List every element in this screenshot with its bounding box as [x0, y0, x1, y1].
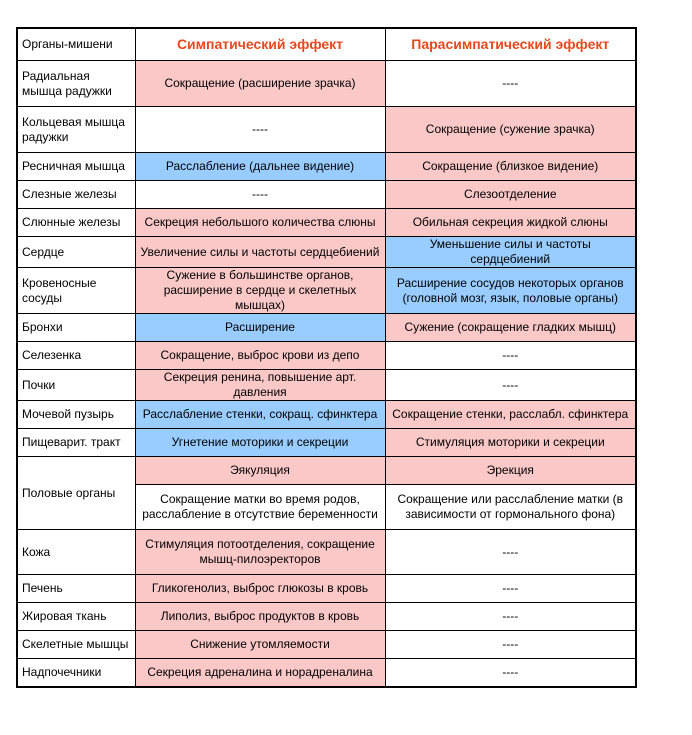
parasympathetic-cell: ---- [385, 659, 636, 687]
parasympathetic-cell: Уменьшение силы и частоты сердцебиений [385, 237, 636, 268]
sympathetic-cell: Стимуляция потоотделения, сокращение мышц-пилоэректоров [135, 530, 385, 575]
sympathetic-cell: ---- [135, 181, 385, 209]
parasympathetic-cell: Эрекция [385, 457, 636, 485]
header-sympathetic: Симпатический эффект [135, 28, 385, 61]
organ-cell: Селезенка [17, 342, 135, 370]
table-row [17, 61, 636, 107]
table-row [17, 237, 636, 268]
sympathetic-cell: Липолиз, выброс продуктов в кровь [135, 603, 385, 631]
parasympathetic-cell: Расширение сосудов некоторых органов (головной мозг, язык, половые органы) [385, 268, 636, 314]
table-row [17, 181, 636, 209]
sympathetic-cell: ---- [135, 107, 385, 153]
organ-cell: Сердце [17, 237, 135, 268]
table-row [17, 631, 636, 659]
organ-cell: Почки [17, 370, 135, 401]
parasympathetic-cell: Сокращение (сужение зрачка) [385, 107, 636, 153]
sympathetic-cell: Сужение в большинстве органов, расширение в сердце и скелетных мышцах) [135, 268, 385, 314]
organ-cell: Кольцевая мышца радужки [17, 107, 135, 153]
organ-cell: Мочевой пузырь [17, 401, 135, 429]
organ-cell: Надпочечники [17, 659, 135, 687]
sympathetic-cell: Расслабление стенки, сокращ. сфинктера [135, 401, 385, 429]
organ-cell: Половые органы [17, 457, 135, 530]
table-row [17, 575, 636, 603]
header-row [17, 28, 636, 61]
organ-cell: Радиальная мышца радужки [17, 61, 135, 107]
sympathetic-cell: Гликогенолиз, выброс глюкозы в кровь [135, 575, 385, 603]
parasympathetic-cell: ---- [385, 631, 636, 659]
parasympathetic-cell: ---- [385, 61, 636, 107]
sympathetic-cell: Сокращение (расширение зрачка) [135, 61, 385, 107]
table-row [17, 457, 636, 485]
parasympathetic-cell: Сокращение (близкое видение) [385, 153, 636, 181]
table-row [17, 659, 636, 687]
organ-cell: Кровеносные сосуды [17, 268, 135, 314]
table-row [17, 603, 636, 631]
sympathetic-cell: Расширение [135, 314, 385, 342]
table-row [17, 401, 636, 429]
header-organ: Органы-мишени [17, 28, 135, 61]
organ-cell: Слюнные железы [17, 209, 135, 237]
parasympathetic-cell: Слезоотделение [385, 181, 636, 209]
sympathetic-cell: Секреция адреналина и норадреналина [135, 659, 385, 687]
organ-cell: Бронхи [17, 314, 135, 342]
sympathetic-cell: Эякуляция [135, 457, 385, 485]
table-row [17, 370, 636, 401]
sympathetic-cell: Секреция небольшого количества слюны [135, 209, 385, 237]
sympathetic-cell: Сокращение матки во время родов, расслабление в отсутствие беременности [135, 485, 385, 530]
organ-cell: Жировая ткань [17, 603, 135, 631]
sympathetic-cell: Расслабление (дальнее видение) [135, 153, 385, 181]
table-row [17, 268, 636, 314]
organ-cell: Пищеварит. тракт [17, 429, 135, 457]
sympathetic-cell: Увеличение силы и частоты сердцебиений [135, 237, 385, 268]
parasympathetic-cell: Обильная секреция жидкой слюны [385, 209, 636, 237]
sympathetic-cell: Снижение утомляемости [135, 631, 385, 659]
table-row [17, 153, 636, 181]
organ-cell: Кожа [17, 530, 135, 575]
organ-cell: Скелетные мышцы [17, 631, 135, 659]
header-parasympathetic: Парасимпатический эффект [385, 28, 636, 61]
organ-cell: Печень [17, 575, 135, 603]
sympathetic-cell: Секреция ренина, повышение арт. давления [135, 370, 385, 401]
parasympathetic-cell: ---- [385, 370, 636, 401]
table-row [17, 429, 636, 457]
table-row [17, 314, 636, 342]
table-row [17, 107, 636, 153]
parasympathetic-cell: ---- [385, 575, 636, 603]
sympathetic-cell: Сокращение, выброс крови из депо [135, 342, 385, 370]
parasympathetic-cell: Сужение (сокращение гладких мышц) [385, 314, 636, 342]
parasympathetic-cell: Сокращение или расслабление матки (в зависимости от гормонального фона) [385, 485, 636, 530]
table-row [17, 342, 636, 370]
sympathetic-cell: Угнетение моторики и секреции [135, 429, 385, 457]
parasympathetic-cell: Стимуляция моторики и секреции [385, 429, 636, 457]
table-row [17, 209, 636, 237]
table-row [17, 530, 636, 575]
organ-cell: Ресничная мышца [17, 153, 135, 181]
parasympathetic-cell: ---- [385, 603, 636, 631]
parasympathetic-cell: ---- [385, 530, 636, 575]
parasympathetic-cell: Сокращение стенки, расслабл. сфинктера [385, 401, 636, 429]
organ-cell: Слезные железы [17, 181, 135, 209]
parasympathetic-cell: ---- [385, 342, 636, 370]
autonomic-effects-table [16, 27, 637, 688]
